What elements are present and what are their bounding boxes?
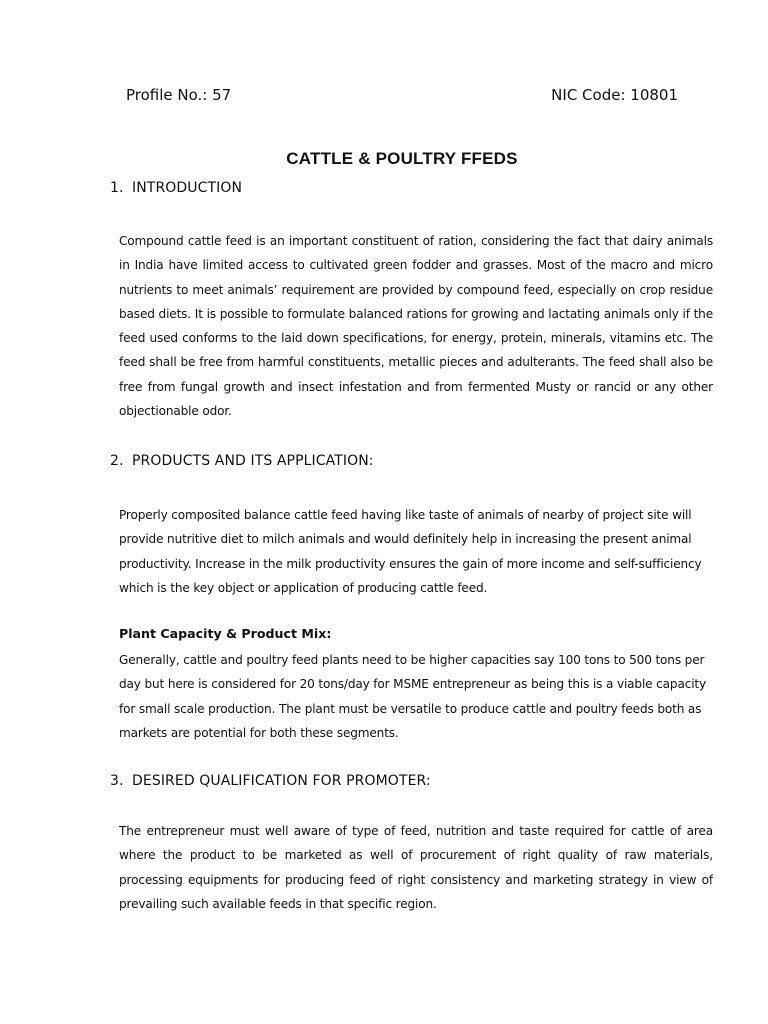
section-number: 1. [110,180,124,196]
introduction-paragraph: Compound cattle feed is an important constituent of ration, considering the fact that dairy animals in India have limited access to cultivated green fodder and grasses. Most of the macro and micro nutrients to meet animals’ requirement are provided by compound feed, especially on crop residue based diets. It is possible to formulate balanced rations for growing and lactating animals only if the feed used conforms to the laid down specifications, for energy, protein, minerals, vitamins etc. The feed shall be free from harmful constituents, metallic pieces and adulterants. The feed shall also be free from fungal growth and insect infestation and from fermented Musty or rancid or any other objectionable odor. [119,234,713,419]
section-number: 2. [110,453,124,469]
profile-header [126,86,678,108]
section-heading-qualification [110,773,431,789]
profile-number: Profile No.: 57 [126,86,232,104]
section-title: PRODUCTS AND ITS APPLICATION: [132,453,374,469]
nic-code: NIC Code: 10801 [551,86,678,104]
plant-capacity-paragraph: Generally, cattle and poultry feed plants need to be higher capacities say 100 tons to 500 tons per day but here is considered for 20 tons/day for MSME entrepreneur as being this is a viable capacity for small scale production. The plant must be versatile to produce cattle and poultry feeds both as markets are potential for both these segments. [119,653,707,740]
plant-capacity-subheading: Plant Capacity & Product Mix: [119,626,332,641]
section-title: DESIRED QUALIFICATION FOR PROMOTER: [132,773,431,789]
qualification-paragraph: The entrepreneur must well aware of type of feed, nutrition and taste required for cattle of area where the product to be marketed as well of procurement of right quality of raw materials, processing equipments for producing feed of right consistency and marketing strategy in view of prevailing such available feeds in that specific region. [119,824,713,911]
section-number: 3. [110,773,124,789]
section-heading-products [110,453,374,469]
document-title: CATTLE & POULTRY FFEDS [286,149,518,168]
products-paragraph: Properly composited balance cattle feed having like taste of animals of nearby of project site will provide nutritive diet to milch animals and would definitely help in increasing the present animal productivity. Increase in the milk productivity ensures the gain of more income and self-sufficiency which is the key object or application of producing cattle feed. [119,508,702,595]
section-heading-introduction [110,180,242,196]
section-title: INTRODUCTION [132,180,243,196]
